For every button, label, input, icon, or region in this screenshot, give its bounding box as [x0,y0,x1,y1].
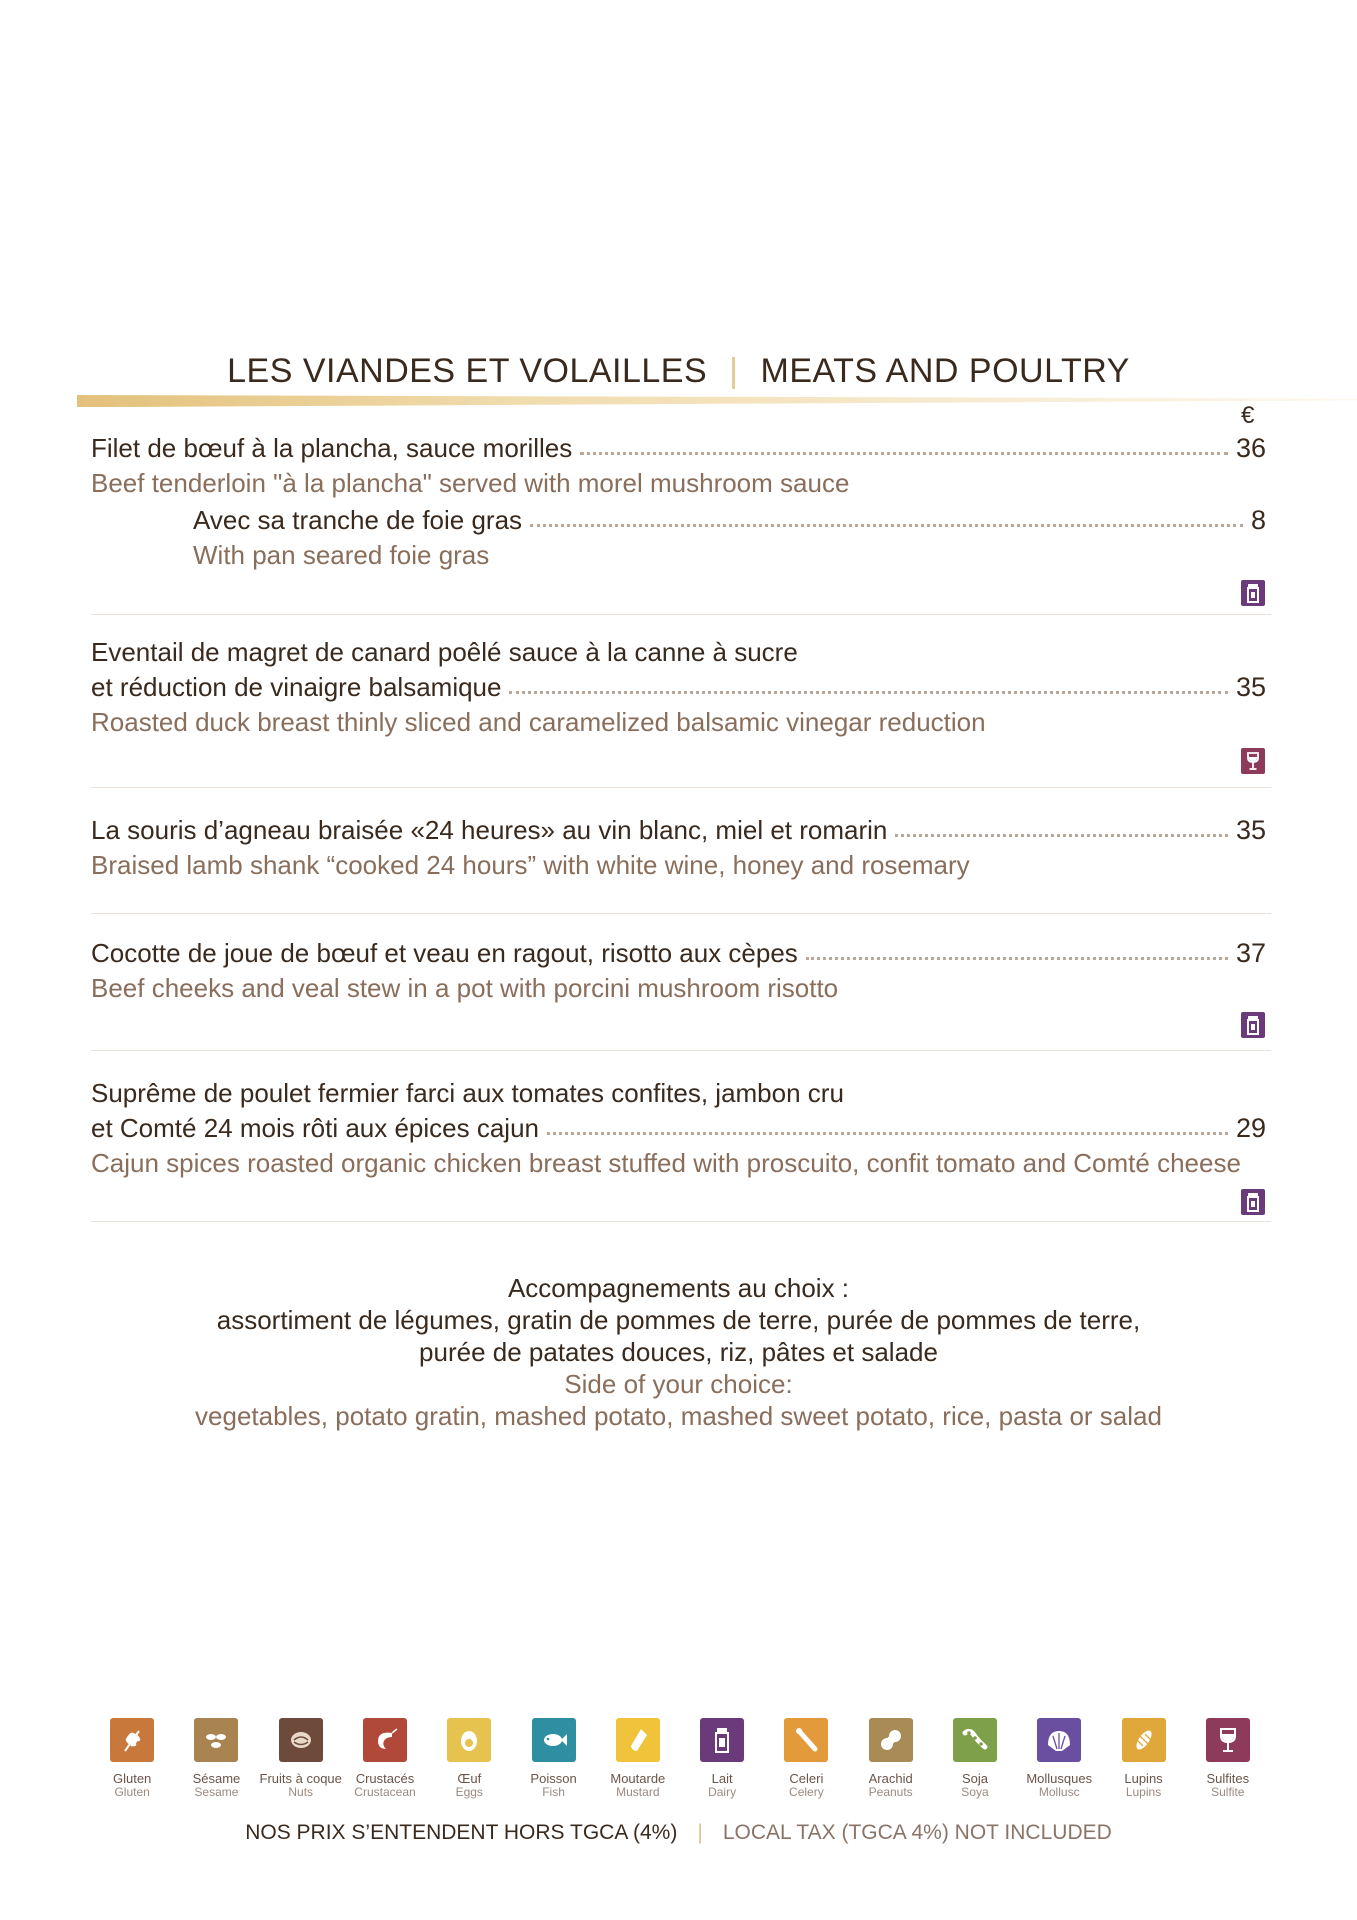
item-name-fr-line2: et réduction de vinaigre balsamique [91,672,502,702]
tax-notice-en: LOCAL TAX (TGCA 4%) NOT INCLUDED [722,1821,1112,1844]
allergen-legend [90,1718,1270,1799]
allergen-label-fr: Sésame [192,1771,241,1786]
item-divider [91,913,1271,914]
shell-icon [1037,1718,1081,1762]
fish-icon [532,1718,576,1762]
celery-icon [784,1718,828,1762]
allergen-label-en: Gluten [114,1785,150,1799]
section-title-en: MEATS AND POULTRY [760,352,1130,390]
egg-icon [447,1718,491,1762]
allergen-sesame [174,1718,258,1799]
dot-leader [509,687,1227,694]
allergen-label-en: Crustacean [354,1785,416,1799]
accompaniments-list-fr-2: purée de patates douces, riz, pâtes et salade [419,1337,938,1367]
extra-name-fr: Avec sa tranche de foie gras [193,505,523,535]
allergen-dairy [680,1718,764,1799]
allergen-label-fr: Lait [711,1771,733,1786]
item-price: 35 [1235,815,1266,845]
item-name-fr: Filet de bœuf à la plancha, sauce morilles [91,433,573,463]
extra-price: 8 [1250,505,1266,535]
allergen-soy [933,1718,1017,1799]
dairy-icon [1241,1012,1265,1038]
allergen-eggs [427,1718,511,1799]
allergen-mollusc [1017,1718,1101,1799]
allergen-label-fr: Sulfites [1206,1771,1250,1786]
shrimp-icon [363,1718,407,1762]
menu-item-line [91,433,1266,464]
accompaniments-list-fr-1: assortiment de légumes, gratin de pommes de terre, purée de pommes de terre, [216,1305,1141,1335]
allergen-label-en: Sesame [194,1785,239,1799]
item-name-fr-line1: Eventail de magret de canard poêlé sauce à la canne à sucre [91,637,798,667]
dot-leader [580,448,1228,455]
allergen-label-fr: Crustacés [355,1771,415,1786]
item-name-en: Beef cheeks and veal stew in a pot with porcini mushroom risotto [91,973,839,1003]
tax-notice-separator: | [697,1821,703,1844]
allergen-nuts [259,1718,343,1799]
menu-item-line [91,815,1266,846]
allergen-label-en: Sulfite [1211,1785,1245,1799]
allergen-label-fr: Gluten [112,1771,152,1786]
item-price: 37 [1235,938,1266,968]
menu-item-line [91,672,1266,703]
allergen-crustacean [343,1718,427,1799]
tax-notice-fr: NOS PRIX S’ENTENDENT HORS TGCA (4%) [245,1821,678,1844]
tax-notice [0,1821,1357,1845]
item-price: 36 [1235,433,1266,463]
soy-icon [953,1718,997,1762]
allergen-label-en: Nuts [288,1785,314,1799]
allergen-label-en: Fish [542,1785,565,1799]
peanut-icon [869,1718,913,1762]
sulfite-icon [1241,748,1265,774]
allergen-fish [511,1718,595,1799]
lupin-icon [1122,1718,1166,1762]
accompaniments-list-en: vegetables, potato gratin, mashed potato, mashed sweet potato, rice, pasta or salad [195,1401,1162,1431]
allergen-label-fr: Poisson [530,1771,577,1786]
allergen-label-fr: Arachid [868,1771,913,1786]
item-name-en: Beef tenderloin "à la plancha" served with morel mushroom sauce [91,468,850,498]
item-name-fr-line2: et Comté 24 mois rôti aux épices cajun [91,1113,539,1143]
wine-icon [1206,1718,1250,1762]
currency-symbol: € [1241,402,1255,429]
item-name-fr-line1: Suprême de poulet fermier farci aux tomates confites, jambon cru [91,1078,844,1108]
sesame-icon [194,1718,238,1762]
item-price: 35 [1235,672,1266,702]
wheat-icon [110,1718,154,1762]
dairy-icon [1241,1189,1265,1215]
allergen-celery [764,1718,848,1799]
allergen-label-fr: Lupins [1124,1771,1163,1786]
milk-icon [700,1718,744,1762]
allergen-label-en: Dairy [708,1785,737,1799]
allergen-label-en: Lupins [1125,1785,1162,1799]
extra-name-en: With pan seared foie gras [193,540,490,570]
menu-item-extra-line [193,505,1266,536]
allergen-label-fr: Fruits à coque [259,1771,342,1786]
allergen-peanuts [849,1718,933,1799]
allergen-mustard [596,1718,680,1799]
item-divider [91,787,1271,788]
item-divider [91,1221,1271,1222]
allergen-sulfite [1186,1718,1270,1799]
allergen-label-fr: Œuf [457,1771,482,1786]
item-name-en: Braised lamb shank “cooked 24 hours” with white wine, honey and rosemary [91,850,970,880]
accompaniments [0,1272,1357,1432]
dot-leader [806,953,1228,960]
mustard-icon [616,1718,660,1762]
accompaniments-title-en: Side of your choice: [564,1369,793,1399]
allergen-label-en: Mollusc [1038,1785,1080,1799]
item-price: 29 [1235,1113,1266,1143]
menu-item-line [91,938,1266,969]
item-name-fr: Cocotte de joue de bœuf et veau en ragout, risotto aux cèpes [91,938,798,968]
item-name-en: Roasted duck breast thinly sliced and caramelized balsamic vinegar reduction [91,707,986,737]
dairy-icon [1241,580,1265,606]
section-title-fr: LES VIANDES ET VOLAILLES [227,352,708,390]
item-name-fr: La souris d’agneau braisée «24 heures» au vin blanc, miel et romarin [91,815,888,845]
allergen-label-fr: Mollusques [1026,1771,1093,1786]
allergen-label-en: Eggs [455,1785,483,1799]
allergen-label-en: Mustard [616,1785,660,1799]
allergen-gluten [90,1718,174,1799]
allergen-lupins [1101,1718,1185,1799]
dot-leader [530,520,1243,527]
item-divider [91,1050,1271,1051]
allergen-label-fr: Moutarde [610,1771,666,1786]
menu-item-line [91,1113,1266,1144]
accompaniments-title-fr: Accompagnements au choix : [507,1273,850,1303]
nut-icon [279,1718,323,1762]
dot-leader [547,1128,1228,1135]
item-name-en: Cajun spices roasted organic chicken breast stuffed with proscuito, confit tomato and Comté cheese [91,1148,1241,1178]
allergen-label-en: Celery [789,1785,824,1799]
allergen-label-fr: Soja [961,1771,988,1786]
allergen-label-en: Soya [961,1785,989,1799]
allergen-label-en: Peanuts [868,1785,913,1799]
dot-leader [895,830,1228,837]
item-divider [91,614,1271,615]
title-separator: | [729,352,739,390]
allergen-label-fr: Celeri [789,1771,824,1786]
